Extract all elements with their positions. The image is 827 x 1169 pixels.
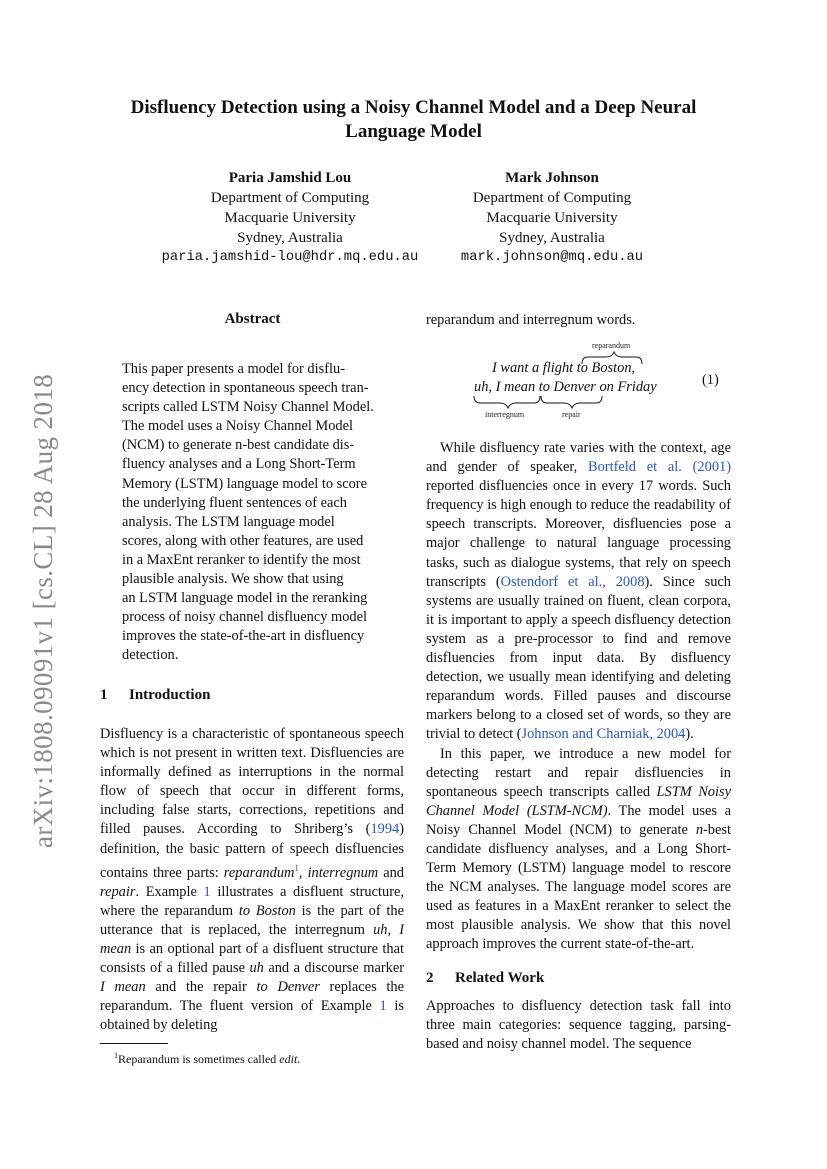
text-run: While disfluency rate varies with the context, age and gender of speaker,	[426, 440, 731, 476]
footnote-rule	[100, 1043, 168, 1044]
text-run: definition, the basic pattern of speech disfluencies contains three parts:	[100, 840, 404, 881]
abstract-line: an LSTM language model in the reranking	[122, 590, 368, 607]
abstract-line: process of noisy channel disfluency model	[122, 609, 367, 626]
abstract-line: ency detection in spontaneous speech tran-	[122, 380, 369, 397]
text-run: and the repair	[145, 979, 257, 996]
label-repair: repair	[562, 410, 581, 419]
abstract-line: detection.	[122, 647, 179, 664]
text-run: illustrates a disfluent structure, where the reparandum	[100, 883, 404, 919]
paragraph-this-paper	[426, 745, 731, 955]
abstract-line: fluency analyses and a Long Short-Term	[122, 456, 356, 473]
example-1	[430, 338, 730, 428]
term-uh-i-mean: uh, I mean	[100, 921, 404, 957]
paper-title	[90, 96, 737, 144]
author-city: Sydney, Australia	[499, 230, 605, 246]
intro-paragraph: Disfluency is a characteristic of spontaneous speech which is not present in written text. Disfluencies are informally defined as interruptions in the normal flow of speech that occur in different forms, including false starts, corrections, repetitions and filled pauses. According to Shriberg’s (1994) definition, the basic pattern of speech disfluencies contains three parts: reparandum$^1$, interregnum and repair. Example 1 illustrates a disfluent structure, where the reparandum to Boston is the part of the utterance that is replaced, the interregnum uh, I mean is an optional part of a disfluent structure that consists of a filled pause uh and a discourse marker I mean and the repair to Denver replaces the reparandum. The fluent version of Example 1 is obtained by deleting	[100, 726, 405, 1034]
term-uh: uh	[249, 959, 264, 976]
text-run: and a discourse marker	[263, 959, 404, 976]
abstract-line: the underlying fluent sentences of each	[122, 494, 347, 511]
text-run: is an optional part of a disfluent structure that consists of a filled pause	[100, 940, 404, 976]
footnote-italic: edit	[279, 1052, 298, 1066]
term-i-mean: I mean	[100, 979, 146, 996]
abstract-line: scripts called LSTM Noisy Channel Model.	[122, 399, 374, 416]
text-run: and	[378, 864, 404, 881]
text-run: Disfluency is a characteristic of spontaneous speech which is not present in written text. Disfluencies are informally defined as interruptions in the normal flow of speech that occur in different forms, including false starts, corrections, repetitions and filled pauses. According to Shriberg’s	[100, 726, 404, 838]
text-run: is obtained by deleting	[100, 998, 404, 1034]
section-number: 1	[100, 687, 108, 703]
right-body	[426, 439, 731, 1054]
footnote-end: .	[297, 1052, 301, 1066]
footnote-marker[interactable]: 1	[294, 862, 299, 873]
cite-johnson-link[interactable]: Johnson and Charniak, 2004	[521, 726, 686, 743]
author-univ: Macquarie University	[224, 210, 356, 226]
author-name: Mark Johnson	[505, 170, 599, 186]
text-run: replaces the reparandum. The fluent version of Example	[100, 979, 404, 1015]
footnote-text: Reparandum is sometimes called	[118, 1052, 280, 1066]
footnote-number: 1	[114, 1051, 118, 1060]
author-city: Sydney, Australia	[237, 230, 343, 246]
abstract-heading: Abstract	[224, 311, 281, 327]
term-lstm-ncm: LSTM Noisy Channel Model (LSTM-NCM)	[426, 783, 731, 819]
right-continuation: reparandum and interregnum words.	[426, 312, 636, 328]
text-run: In this paper, we introduce a new model for detecting restart and repair disfluencies in spontaneous speech transcripts called	[426, 745, 731, 800]
term-repair: repair	[100, 883, 136, 900]
author-email: paria.jamshid-lou@hdr.mq.edu.au	[161, 250, 419, 265]
label-reparandum: reparandum	[592, 341, 631, 350]
text-run: . Example	[135, 883, 204, 900]
text-run: ,	[298, 864, 308, 881]
abstract-line: scores, along with other features, are used	[122, 532, 364, 549]
cite-ostendorf-link[interactable]: Ostendorf et al., 2008	[500, 573, 645, 590]
section-heading-intro	[100, 687, 210, 704]
abstract-line: This paper presents a model for disflu-	[122, 361, 345, 377]
label-interregnum: interregnum	[485, 410, 525, 419]
section-heading-related	[426, 969, 731, 988]
footnote	[114, 1048, 404, 1067]
author-block-1	[150, 168, 430, 268]
abstract-line: improves the state-of-the-art in disfluency	[122, 628, 365, 645]
example-ref-link[interactable]: 1	[203, 883, 211, 900]
section-title: Introduction	[129, 687, 211, 703]
title-line-2: Language Model	[345, 121, 482, 142]
paragraph-disfluency-rate	[426, 439, 731, 745]
text-run: . The model uses a Noisy Channel Model (NCM) to generate	[426, 802, 731, 838]
term-to-denver: to Denver	[256, 979, 320, 996]
section-number: 2	[426, 969, 434, 986]
author-email: mark.johnson@mq.edu.au	[460, 250, 644, 265]
author-univ: Macquarie University	[486, 210, 618, 226]
example-number: (1)	[702, 372, 719, 388]
title-line-1: Disfluency Detection using a Noisy Channel Model and a Deep Neural	[130, 97, 697, 118]
abstract-line: (NCM) to generate n-best candidate dis-	[122, 437, 355, 454]
term-reparandum: reparandum	[223, 864, 295, 881]
underbrace-interregnum	[474, 396, 540, 408]
text-run: -best candidate disfluency analyses, and a Long Short-Term Memory (LSTM) language model to rescore the NCM analyses. The language model scores are used as features in a MaxEnt reranker to select the most plausible analysis. We show that this novel approach improves the current state-of-the-art.	[426, 821, 731, 953]
text-run: ). Since such systems are usually trained on fluent, clean corpora, it is important to apply a speech disfluency detection system as a pre-processor to find and remove disfluencies from input data. By disfluency detection, we usually mean identifying and deleting reparandum words. Filled pauses and discourse markers belong to a closed set of words, so they are trivial to detect (	[426, 573, 731, 743]
term-to-boston: to Boston	[238, 902, 296, 919]
abstract-line: The model uses a Noisy Channel Model	[122, 418, 354, 435]
abstract-line: in a MaxEnt reranker to identify the most	[122, 551, 361, 568]
term-n: n	[695, 821, 704, 838]
example-line-2: uh, I mean to Denver on Friday	[474, 379, 657, 395]
arxiv-stamp: arXiv:1808.09091v1 [cs.CL] 28 Aug 2018	[28, 373, 58, 848]
cite-bortfeld-link[interactable]: Bortfeld et al. (2001)	[587, 459, 731, 476]
section-title: Related Work	[455, 969, 545, 986]
term-interregnum: interregnum	[307, 864, 379, 881]
text-run: is the part of the utterance that is replaced, the interregnum	[100, 902, 405, 938]
cite-shriberg-link[interactable]: 1994	[370, 821, 400, 838]
paragraph-related-work: Approaches to disfluency detection task fall into three main categories: sequence tagging, parsing-based and noisy channel model. The sequence	[426, 997, 731, 1052]
author-dept: Department of Computing	[472, 190, 632, 206]
example-ref-link[interactable]: 1	[379, 998, 387, 1015]
example-line-1: I want a flight to Boston,	[492, 360, 636, 376]
abstract-line: plausible analysis. We show that using	[122, 571, 344, 588]
abstract-body	[122, 360, 382, 666]
text-run: reported disfluencies once in every 17 words. Such frequency is high enough to reduce the readability of speech transcripts. Moreover, disfluencies pose a major challenge to natural language processing tasks, such as dialogue systems, that rely on speech transcripts (	[426, 478, 731, 590]
underbrace-repair	[541, 396, 602, 408]
author-dept: Department of Computing	[210, 190, 370, 206]
text-run: ).	[685, 726, 694, 743]
abstract-line: analysis. The LSTM language model	[122, 513, 335, 530]
author-name: Paria Jamshid Lou	[228, 170, 352, 186]
abstract-line: Memory (LSTM) language model to score	[122, 475, 367, 492]
author-block-2	[432, 168, 672, 268]
